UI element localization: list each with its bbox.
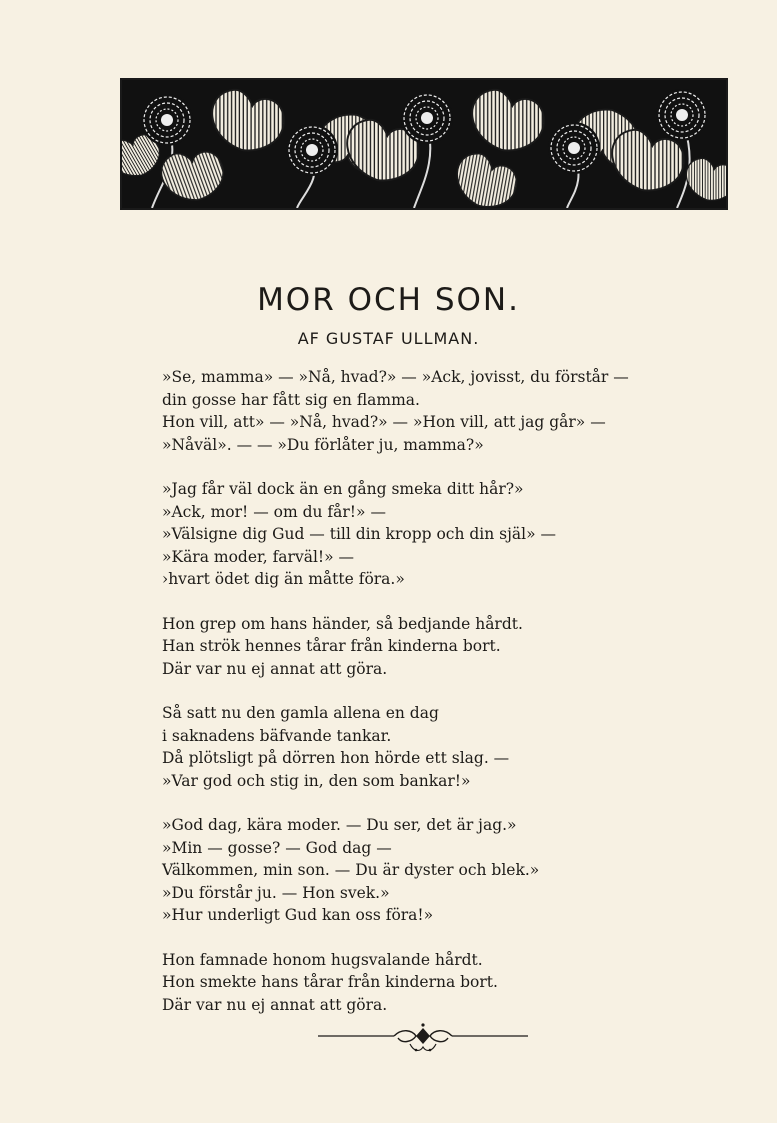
verse-line: Välkommen, min son. — Du är dyster och blek.» [162,861,540,879]
verse-line: Där var nu ej annat att göra. [162,995,388,1014]
verse-line: »Du förstår ju. — Hon svek.» [162,883,390,902]
stanza [162,949,702,1017]
stanza [162,478,702,591]
verse-line: »God dag, kära moder. — Du ser, det är jag.» [162,816,517,834]
clover-banner-icon [120,78,728,210]
verse-line: ›hvart ödet dig än måtte föra.» [162,570,405,588]
verse-line: »Var god och stig in, den som bankar!» [162,771,471,790]
verse-line: Så satt nu den gamla allena en dag [162,704,439,722]
verse-line: »Ack, mor! — om du får!» — [162,502,386,521]
verse-line: »Välsigne dig Gud — till din kropp och din själ» — [162,525,557,543]
verse-line: din gosse har fått sig en flamma. [162,390,420,409]
verse-line: Hon vill, att» — »Nå, hvad?» — »Hon vill, att jag går» — [162,413,606,431]
verse-line: »Hur underligt Gud kan oss föra!» [162,906,434,924]
stanza [162,702,702,792]
poem-author: AF GUSTAF ULLMAN. [297,329,480,348]
clover-banner-art [122,80,726,208]
verse-line: »Kära moder, farväl!» — [162,547,355,566]
verse-line: i saknadens bäfvande tankar. [162,726,392,745]
verse-line: »Min — gosse? — God dag — [162,838,392,857]
poem-title: MOR OCH SON. [257,282,520,318]
verse-line: Hon smekte hans tårar från kinderna bort. [162,973,498,991]
verse-line: Hon famnade honom hugsvalande hårdt. [162,950,483,969]
verse-line: »Jag får väl dock än en gång smeka ditt hår?» [162,480,524,498]
verse-line: Då plötsligt på dörren hon hörde ett slag. — [162,749,510,767]
stanza [162,366,702,456]
verse-line: Där var nu ej annat att göra. [162,659,388,678]
verse-line: »Nåväl». — — »Du förlåter ju, mamma?» [162,435,484,454]
verse-line: Hon grep om hans händer, så bedjande hårdt. [162,614,523,633]
stanza [162,613,702,681]
scroll-ornament-icon [318,1022,528,1056]
stanza [162,814,702,927]
verse-line: »Se, mamma» — »Nå, hvad?» — »Ack, jovisst, du förstår — [162,368,629,386]
scroll-ornament-art [318,1022,528,1056]
poem-body [162,366,702,1038]
verse-line: Han strök hennes tårar från kinderna bort. [162,637,501,655]
